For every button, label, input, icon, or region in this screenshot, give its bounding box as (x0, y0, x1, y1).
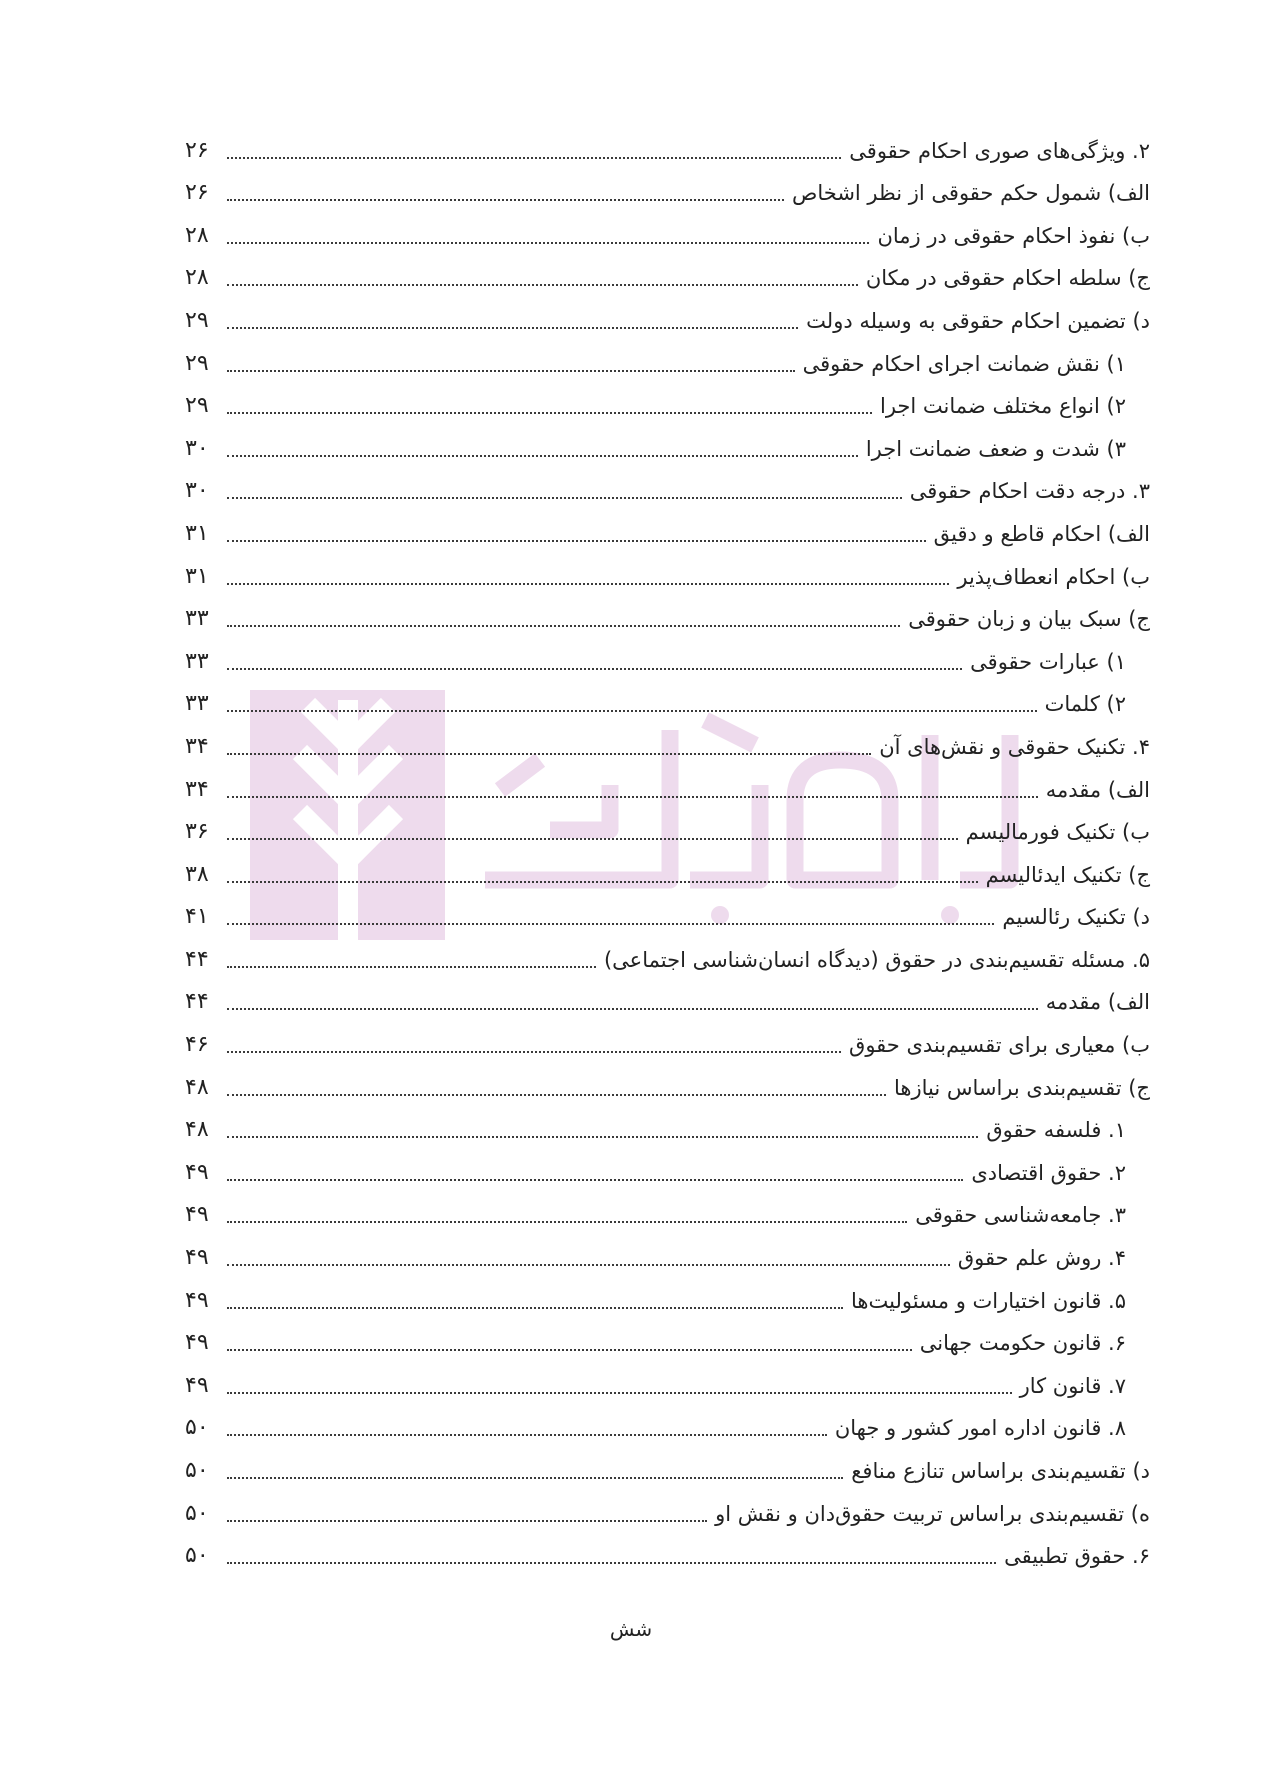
toc-entry-page-number: ۴۹ (185, 1159, 209, 1185)
toc-entry-title: د) تکنیک رئالسیم (1002, 905, 1150, 930)
toc-entry-title: ب) نفوذ احکام حقوقی در زمان (877, 223, 1150, 248)
toc-entry-page-number: ۲۹ (185, 350, 209, 376)
toc-entry-title: ۳. درجه دقت احکام حقوقی (909, 479, 1150, 504)
toc-dot-leader (227, 327, 798, 329)
toc-dot-leader (227, 412, 872, 414)
toc-entry-title: ج) تکنیک ایدئالیسم (985, 862, 1150, 887)
toc-entry-page-number: ۴۹ (185, 1372, 209, 1398)
toc-dot-leader (227, 199, 784, 201)
toc-dot-leader (227, 1307, 843, 1309)
toc-entry-page-number: ۴۹ (185, 1287, 209, 1313)
toc-entry (185, 1193, 1150, 1236)
toc-dot-leader (227, 1008, 1038, 1010)
toc-dot-leader (227, 1221, 907, 1223)
toc-entry (185, 1108, 1150, 1151)
toc-entry (185, 1278, 1150, 1321)
toc-entry-page-number: ۵۰ (185, 1415, 209, 1441)
toc-entry (185, 852, 1150, 895)
toc-dot-leader (227, 625, 900, 627)
toc-entry-title: الف) مقدمه (1045, 990, 1150, 1015)
toc-entry-title: ۶. قانون حکومت جهانی (919, 1331, 1126, 1356)
toc-dot-leader (227, 1477, 843, 1479)
toc-entry-title: ۴. روش علم حقوق (957, 1246, 1126, 1271)
toc-entry (185, 1235, 1150, 1278)
toc-entry-page-number: ۳۸ (185, 861, 209, 887)
toc-dot-leader (227, 370, 795, 372)
toc-entry-page-number: ۲۸ (185, 265, 209, 291)
toc-entry-title: ۶. حقوق تطبیقی (1004, 1544, 1150, 1569)
toc-dot-leader (227, 1136, 978, 1138)
page-number-footer: شش (609, 1617, 653, 1641)
toc-dot-leader (227, 455, 858, 457)
toc-entry (185, 1491, 1150, 1534)
toc-dot-leader (227, 966, 596, 968)
toc-entry (185, 937, 1150, 980)
toc-entry (185, 1534, 1150, 1577)
toc-entry-page-number: ۳۱ (185, 520, 209, 546)
toc-entry-page-number: ۳۰ (185, 435, 209, 461)
toc-entry-page-number: ۴۴ (185, 989, 209, 1015)
toc-dot-leader (227, 497, 902, 499)
toc-entry-title: ۲. حقوق اقتصادی (971, 1160, 1126, 1185)
toc-dot-leader (227, 157, 841, 159)
toc-entry-page-number: ۲۹ (185, 393, 209, 419)
toc-entry (185, 298, 1150, 341)
toc-entry-page-number: ۳۴ (185, 733, 209, 759)
toc-entry (185, 213, 1150, 256)
toc-entry-title: ب) تکنیک فورمالیسم (965, 820, 1150, 845)
toc-entry (185, 554, 1150, 597)
toc-entry-page-number: ۲۶ (185, 137, 209, 163)
toc-entry-page-number: ۳۱ (185, 563, 209, 589)
toc-entry (185, 171, 1150, 214)
toc-entry (185, 384, 1150, 427)
toc-entry-title: الف) احکام قاطع و دقیق (933, 521, 1150, 546)
toc-entry-page-number: ۴۸ (185, 1074, 209, 1100)
toc-entry-page-number: ۴۴ (185, 946, 209, 972)
toc-entry-title: ۲) کلمات (1044, 692, 1126, 717)
toc-dot-leader (227, 1434, 827, 1436)
toc-dot-leader (227, 796, 1038, 798)
toc-entry (185, 682, 1150, 725)
toc-dot-leader (227, 1562, 996, 1564)
toc-entry-title: ۱) نقش ضمانت اجرای احکام حقوقی (802, 351, 1126, 376)
toc-entry-title: ۳) شدت و ضعف ضمانت اجرا (865, 436, 1126, 461)
toc-entry-title: ب) معیاری برای تقسیم‌بندی حقوق (849, 1033, 1150, 1058)
toc-entry (185, 1022, 1150, 1065)
toc-dot-leader (227, 284, 858, 286)
toc-dot-leader (227, 668, 962, 670)
toc-entry (185, 256, 1150, 299)
toc-entry-page-number: ۲۶ (185, 180, 209, 206)
toc-entry-title: ج) سبک بیان و زبان حقوقی (908, 607, 1150, 632)
toc-dot-leader (227, 1179, 963, 1181)
toc-entry-title: د) تضمین احکام حقوقی به وسیله دولت (806, 308, 1150, 333)
toc-entry-title: ه) تقسیم‌بندی براساس تربیت حقوق‌دان و نقش او (715, 1501, 1150, 1526)
toc-entry-page-number: ۴۱ (185, 904, 209, 930)
toc-entry (185, 469, 1150, 512)
toc-entry (185, 639, 1150, 682)
toc-entry-title: ۱) عبارات حقوقی (970, 649, 1126, 674)
toc-entry-title: ۵. قانون اختیارات و مسئولیت‌ها (851, 1288, 1126, 1313)
toc-entry (185, 1363, 1150, 1406)
toc-entry-title: ب) احکام انعطاف‌پذیر (957, 564, 1150, 589)
toc-entry-title: ۸. قانون اداره امور کشور و جهان (834, 1416, 1126, 1441)
toc-entry (185, 1406, 1150, 1449)
toc-entry-page-number: ۳۴ (185, 776, 209, 802)
toc-entry-title: ۳. جامعه‌شناسی حقوقی (915, 1203, 1126, 1228)
toc-entry-title: الف) مقدمه (1045, 777, 1150, 802)
toc-entry (185, 895, 1150, 938)
toc-dot-leader (227, 753, 871, 755)
toc-dot-leader (227, 881, 978, 883)
toc-entry-page-number: ۴۶ (185, 1032, 209, 1058)
toc-entry-page-number: ۳۶ (185, 819, 209, 845)
toc-entry-title: ۱. فلسفه حقوق (986, 1118, 1126, 1143)
toc-entry-page-number: ۲۸ (185, 222, 209, 248)
toc-entry-title: الف) شمول حکم حقوقی از نظر اشخاص (791, 181, 1150, 206)
toc-entry-page-number: ۴۸ (185, 1117, 209, 1143)
toc-entry-title: ۷. قانون کار (1019, 1373, 1126, 1398)
toc-dot-leader (227, 838, 958, 840)
toc-entry (185, 980, 1150, 1023)
toc-dot-leader (227, 1349, 912, 1351)
toc-dot-leader (227, 1520, 707, 1522)
toc-dot-leader (227, 1264, 950, 1266)
toc-entry (185, 810, 1150, 853)
toc-dot-leader (227, 1051, 841, 1053)
toc-entry (185, 341, 1150, 384)
toc-dot-leader (227, 242, 869, 244)
toc-entry (185, 1065, 1150, 1108)
toc-entry-page-number: ۴۹ (185, 1245, 209, 1271)
toc-entry-page-number: ۳۰ (185, 478, 209, 504)
toc-entry-title: ج) سلطه احکام حقوقی در مکان (865, 266, 1150, 291)
toc-entry-page-number: ۴۹ (185, 1330, 209, 1356)
toc-entry-title: د) تقسیم‌بندی براساس تنازع منافع (851, 1459, 1150, 1483)
toc-entry (185, 1448, 1150, 1491)
toc-entry-title: ۲. ویژگی‌های صوری احکام حقوقی (849, 138, 1150, 163)
toc-entry (185, 511, 1150, 554)
toc-entry-title: ۴. تکنیک حقوقی و نقش‌های آن (879, 734, 1150, 759)
toc-entry (185, 1150, 1150, 1193)
toc-entry-page-number: ۲۹ (185, 307, 209, 333)
toc-entry-title: ۲) انواع مختلف ضمانت اجرا (880, 394, 1126, 419)
toc-entry-page-number: ۵۰ (185, 1543, 209, 1569)
toc-dot-leader (227, 923, 994, 925)
toc-entry-page-number: ۵۰ (185, 1458, 209, 1483)
toc-entry-title: ج) تقسیم‌بندی براساس نیازها (893, 1075, 1150, 1100)
toc-dot-leader (227, 1094, 886, 1096)
toc-dot-leader (227, 1392, 1012, 1394)
toc-entry-page-number: ۴۹ (185, 1202, 209, 1228)
toc-entry-page-number: ۵۰ (185, 1500, 209, 1526)
toc-entry (185, 724, 1150, 767)
toc-entry-page-number: ۳۳ (185, 648, 209, 674)
toc-entry (185, 128, 1150, 171)
table-of-contents (185, 128, 1150, 1576)
toc-entry-page-number: ۳۳ (185, 606, 209, 632)
toc-dot-leader (227, 540, 926, 542)
toc-entry (185, 597, 1150, 640)
toc-dot-leader (227, 583, 949, 585)
toc-entry (185, 426, 1150, 469)
toc-entry-title: ۵. مسئله تقسیم‌بندی در حقوق (دیدگاه انسان‌شناسی اجتماعی) (603, 947, 1150, 972)
toc-dot-leader (227, 710, 1037, 712)
toc-entry (185, 767, 1150, 810)
toc-entry-page-number: ۳۳ (185, 691, 209, 717)
toc-entry (185, 1321, 1150, 1364)
